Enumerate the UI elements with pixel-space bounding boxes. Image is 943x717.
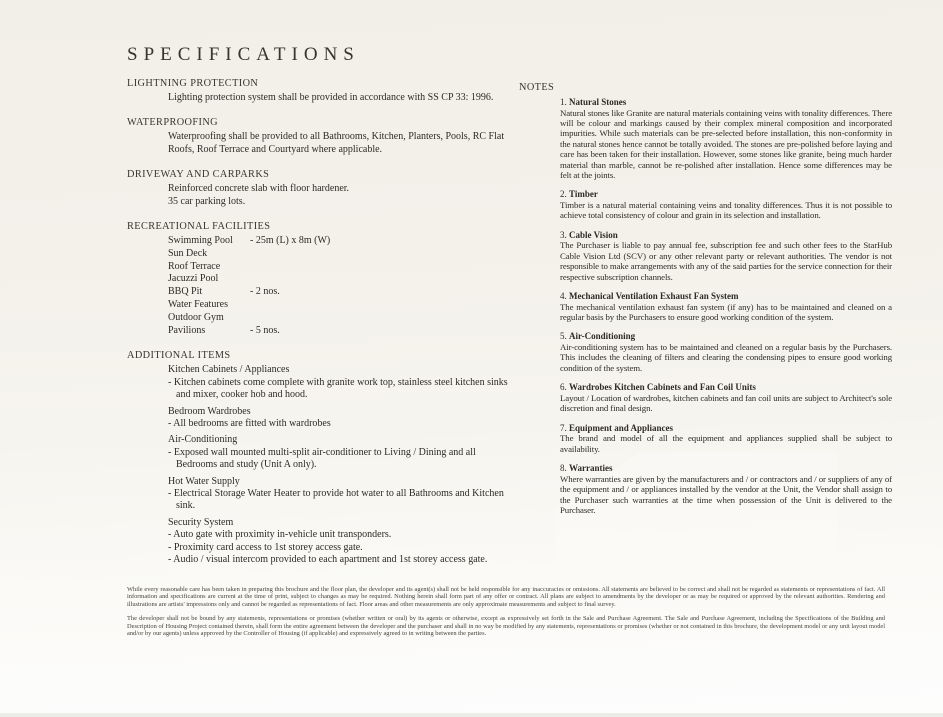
note-title-line — [560, 97, 892, 108]
note-number: 3. — [560, 229, 567, 240]
additional-item-wardrobes — [168, 406, 519, 431]
section-waterproofing — [127, 117, 519, 156]
additional-item-aircon — [168, 434, 519, 471]
facilities-list — [168, 235, 519, 337]
note-number: 1. — [560, 97, 567, 107]
note-equipment-appliances — [560, 423, 892, 454]
additional-item-security — [168, 517, 519, 567]
driveway-line: 35 car parking lots. — [168, 195, 246, 207]
note-timber — [560, 189, 892, 220]
note-title-line — [560, 189, 892, 200]
note-title: Equipment and Appliances — [569, 422, 674, 433]
facility-name: Jacuzzi Pool — [168, 273, 219, 285]
note-title: Wardrobes Kitchen Cabinets and Fan Coil Units — [569, 382, 756, 393]
facility-name: Pavilions — [168, 324, 206, 336]
note-body: The mechanical ventilation exhaust fan system (if any) has to be maintained and cleaned on a regular basis by the Purchasers to ensure good working condition of the system. — [560, 301, 892, 323]
note-body: Where warranties are given by the manufacturers and / or contractors and / or suppliers of any of the equipment and / or appliances installed by the vendor at the Unit, the Vendor shall assign to the Purchaser such warranties at the time when possession of the Unit is delivered to the Purchaser. — [560, 473, 892, 515]
item-line: - Exposed wall mounted multi-split air-conditioner to Living / Dining and all Bedrooms and study (Unit A only). — [168, 446, 476, 471]
note-title: Air-Conditioning — [569, 331, 636, 342]
facility-name: BBQ Pit — [168, 286, 203, 298]
note-number: 6. — [560, 382, 567, 393]
note-cable-vision — [560, 230, 892, 282]
facility-row — [168, 248, 519, 261]
section-heading: WATERPROOFING — [127, 117, 219, 129]
note-title: Warranties — [569, 463, 613, 474]
facility-row — [168, 325, 519, 338]
page-bottom-edge-shadow — [0, 713, 943, 717]
note-wardrobes-cabinets-fan-coil — [560, 382, 892, 413]
notes-list — [560, 97, 892, 515]
item-line: - Proximity card access to 1st storey access gate. — [168, 541, 363, 553]
note-body: Natural stones like Granite are natural materials containing veins with tonality differences. There will be colour and markings caused by their complex mineral composition and incorporated impurities. While such materials can be pre-selected before installation, this non-conformity in the natural stones hence cannot be totally avoided. The stones are pre-polished before laying and care has been taken for their installation. However, some stones like granite, being much harder material than marble, cannot be re-polished after installation. Hence some differences may be felt at the joints. — [560, 107, 892, 181]
facility-row — [168, 273, 519, 286]
note-warranties — [560, 463, 892, 515]
note-number: 2. — [560, 189, 567, 200]
facility-value: - 25m (L) x 8m (W) — [250, 235, 331, 247]
facility-value: - 2 nos. — [250, 286, 280, 298]
section-recreational-facilities — [127, 221, 519, 337]
facility-row — [168, 235, 519, 248]
facility-row — [168, 312, 519, 325]
note-number: 4. — [560, 291, 567, 302]
note-number: 8. — [560, 463, 567, 474]
item-line: - Electrical Storage Water Heater to provide hot water to all Bathrooms and Kitchen sink. — [168, 488, 504, 512]
note-title: Mechanical Ventilation Exhaust Fan System — [569, 291, 739, 302]
section-heading: RECREATIONAL FACILITIES — [127, 221, 271, 233]
notes-heading: NOTES — [519, 82, 555, 93]
note-title-line — [560, 230, 892, 241]
item-line: - Audio / visual intercom provided to each apartment and 1st storey access gate. — [168, 554, 488, 566]
section-heading: DRIVEWAY AND CARPARKS — [127, 169, 270, 181]
note-body: Air-conditioning system has to be maintained and cleaned on a regular basis by the Purchasers. This includes the cleaning of filters and clearing the condensing pipes to ensure good working condition of the system. — [560, 342, 892, 373]
notes-column — [519, 82, 892, 524]
disclaimer-block — [127, 586, 885, 644]
facility-name: Outdoor Gym — [168, 311, 224, 323]
facility-name: Swimming Pool — [168, 235, 233, 247]
note-title-line — [560, 423, 892, 434]
note-title: Natural Stones — [569, 97, 627, 107]
driveway-line: Reinforced concrete slab with floor hardener. — [168, 183, 350, 195]
item-line: - Kitchen cabinets come complete with granite work top, stainless steel kitchen sinks and mixer, cooker hob and hood. — [168, 376, 508, 401]
note-title-line — [560, 331, 892, 342]
section-heading: ADDITIONAL ITEMS — [127, 350, 231, 362]
note-title: Timber — [569, 189, 598, 200]
note-natural-stones — [560, 97, 892, 180]
additional-item-hot-water — [168, 476, 519, 513]
note-number: 7. — [560, 422, 567, 433]
facility-row — [168, 286, 519, 299]
note-air-conditioning — [560, 331, 892, 373]
disclaimer-paragraph: While every reasonable care has been taken in preparing this brochure and the floor plan, the developer and its agent(s) shall not be held responsible for any inaccuracies or omissions. All statements are believed to be correct and shall not be regarded as statements or representations of fact. All information and specifications are current at the time of print, subject to changes as may be required. Nothing herein shall form part of any offer or contract. All plans are subject to amendments by the developer or as may be required or approved by the relevant authorities. Rendering and illustrations are artists' impressions only and cannot be regarded as representations of fact. Floor areas and other measurements are only approximate measurements and subject to final survey. — [127, 586, 885, 608]
item-title: Hot Water Supply — [168, 475, 240, 487]
note-mechanical-ventilation — [560, 291, 892, 322]
note-title-line — [560, 291, 892, 302]
additional-item-kitchen — [168, 364, 519, 401]
facility-row — [168, 261, 519, 274]
note-body: Timber is a natural material containing veins and tonality differences. Thus it is not possible to achieve total consistency of colour and grain in its selection and installation. — [560, 200, 892, 221]
note-title-line — [560, 382, 892, 393]
specifications-column — [127, 78, 519, 580]
additional-items-list — [168, 364, 519, 566]
facility-name: Roof Terrace — [168, 260, 221, 272]
facility-row — [168, 299, 519, 312]
item-title: Air-Conditioning — [168, 434, 238, 446]
note-body: The Purchaser is liable to pay annual fee, subscription fee and such other fees to the StarHub Cable Vision Ltd (SCV) or any other relevant party or relevant authorities. The vendor is not responsible to make arrangements with any of the said parties for the service connection for their respective subscription channels. — [560, 240, 892, 282]
section-additional-items — [127, 350, 519, 566]
page-title: SPECIFICATIONS — [127, 44, 360, 65]
facility-value: - 5 nos. — [250, 324, 280, 336]
section-heading: LIGHTNING PROTECTION — [127, 78, 259, 89]
disclaimer-paragraph: The developer shall not be bound by any statements, representations or promises (whether written or oral) by its agents or otherwise, except as expressively set forth in the Sale and Purchase Agreement. The Sale and Purchase Agreement, including the Specifications of the Building and Description of Housing Project contained therein, shall form the entire agreement between the developer and the purchaser and shall in no way be modified by any statements, representations or promises (whether or not contained in this brochure, the development model or any unit layout model and/or by our agents) unless approved by the Controller of Housing (if applicable) and expressively agreed to in writing between the parties. — [127, 615, 885, 638]
note-title: Cable Vision — [569, 229, 618, 240]
note-title-line — [560, 463, 892, 474]
section-body: Waterproofing shall be provided to all Bathrooms, Kitchen, Planters, Pools, RC Flat Roofs, Roof Terrace and Courtyard where applicable. — [168, 131, 505, 155]
item-line: - Auto gate with proximity in-vehicle unit transponders. — [168, 529, 392, 541]
facility-name: Water Features — [168, 299, 228, 311]
note-body: The brand and model of all the equipment and appliances supplied shall be subject to availability. — [560, 433, 892, 454]
section-driveway-carparks — [127, 169, 519, 208]
section-lightning-protection — [127, 78, 519, 104]
section-body: Lighting protection system shall be provided in accordance with SS CP 33: 1996. — [168, 92, 494, 103]
item-title: Bedroom Wardrobes — [168, 405, 251, 417]
item-line: - All bedrooms are fitted with wardrobes — [168, 418, 331, 430]
note-number: 5. — [560, 331, 567, 342]
item-title: Kitchen Cabinets / Appliances — [168, 364, 290, 376]
note-body: Layout / Location of wardrobes, kitchen cabinets and fan coil units are subject to Architect's sole discretion and final design. — [560, 392, 892, 414]
item-title: Security System — [168, 516, 234, 528]
section-body — [168, 183, 519, 208]
facility-name: Sun Deck — [168, 247, 208, 259]
